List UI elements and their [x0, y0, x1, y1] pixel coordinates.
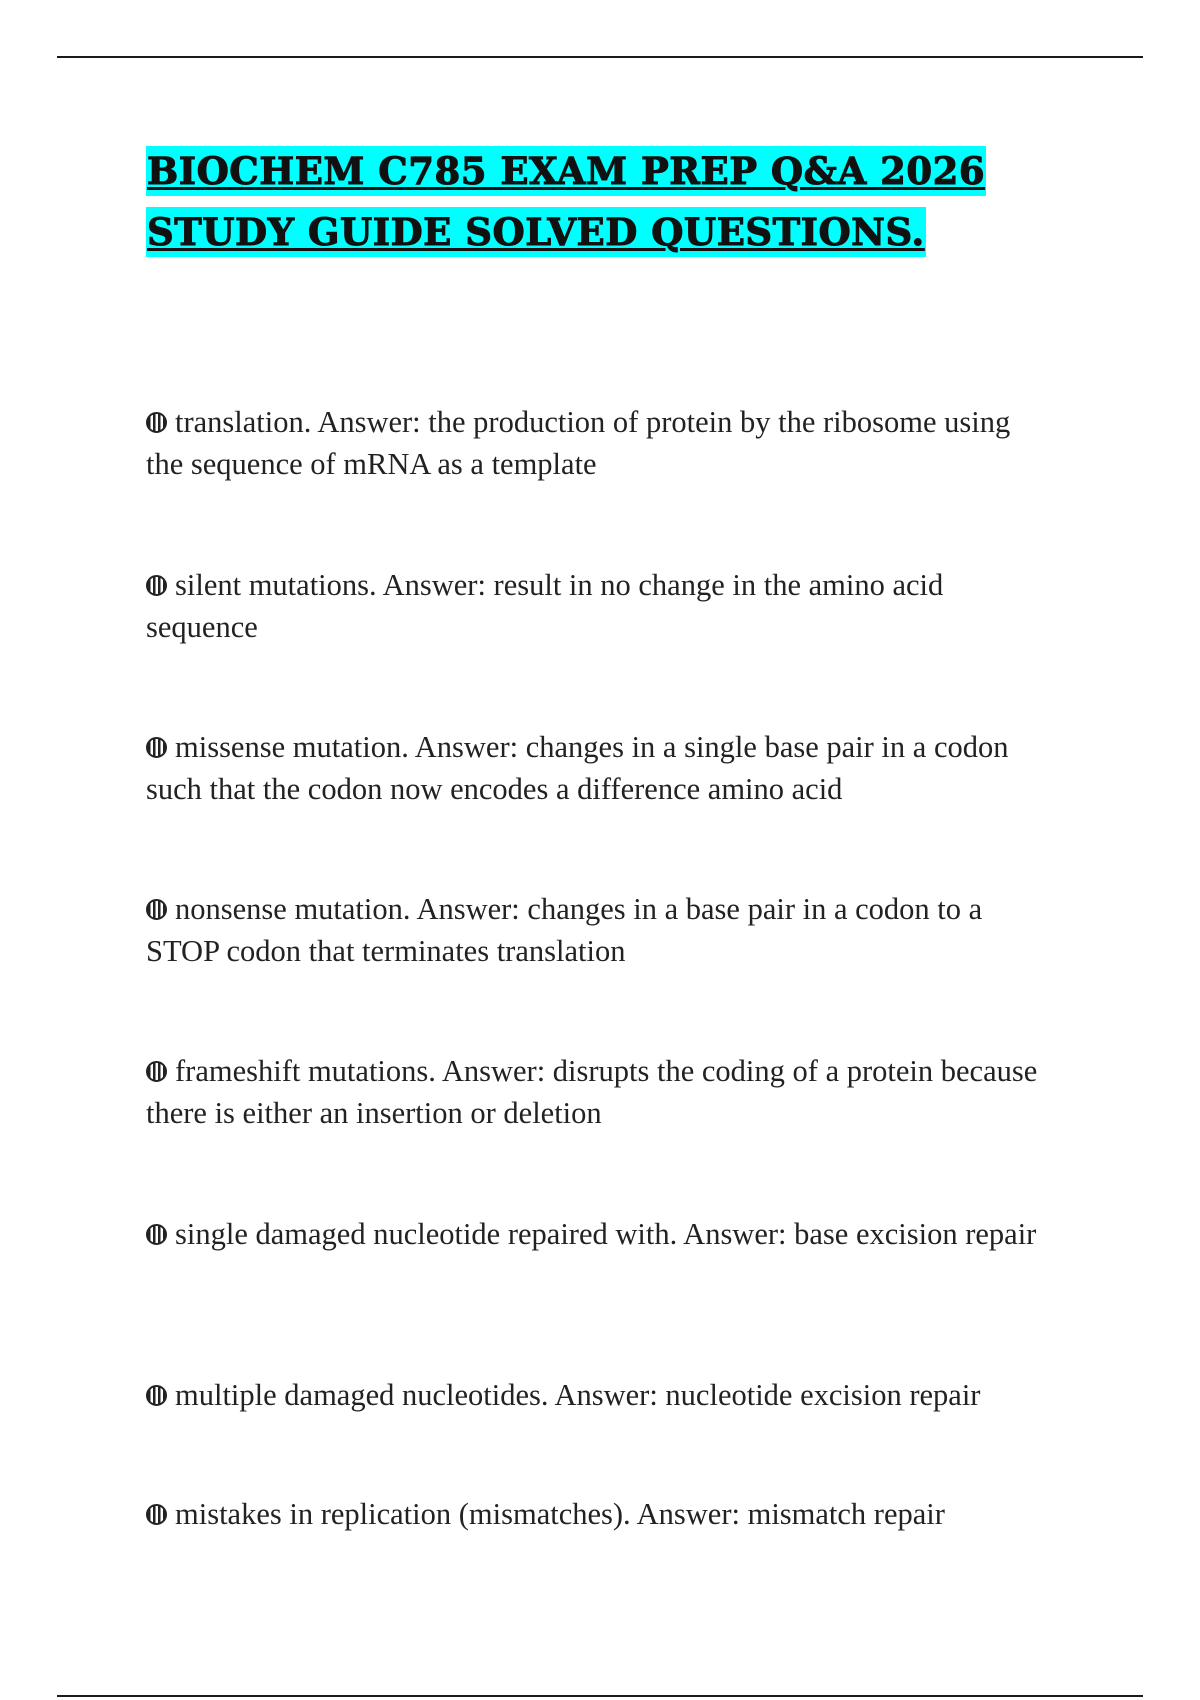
qa-item [146, 1493, 1046, 1535]
circle-bullet-icon [146, 1385, 167, 1406]
qa-item-text: nonsense mutation. Answer: changes in a base pair in a codon to a STOP codon that terminates translation [146, 892, 983, 968]
qa-item [146, 888, 1046, 972]
document-title [146, 146, 1106, 268]
qa-item-text: mistakes in replication (mismatches). Answer: mismatch repair [175, 1497, 945, 1531]
qa-item-text: single damaged nucleotide repaired with. Answer: base excision repair [175, 1217, 1037, 1251]
qa-item [146, 1213, 1046, 1255]
qa-item-text: frameshift mutations. Answer: disrupts the coding of a protein because there is either an insertion or deletion [146, 1054, 1038, 1130]
qa-item [146, 1374, 1046, 1416]
title-line-1: BIOCHEM C785 EXAM PREP Q&A 2026 [146, 146, 986, 196]
circle-bullet-icon [146, 412, 167, 433]
qa-item [146, 564, 1046, 648]
circle-bullet-icon [146, 737, 167, 758]
qa-item-text: multiple damaged nucleotides. Answer: nucleotide excision repair [175, 1378, 981, 1412]
qa-item [146, 1050, 1046, 1134]
qa-item-text: silent mutations. Answer: result in no change in the amino acid sequence [146, 568, 944, 644]
circle-bullet-icon [146, 1061, 167, 1082]
qa-item-text: translation. Answer: the production of protein by the ribosome using the sequence of mRNA as a template [146, 405, 1011, 481]
top-divider [57, 56, 1143, 58]
bottom-divider [57, 1695, 1143, 1697]
qa-item-text: missense mutation. Answer: changes in a single base pair in a codon such that the codon now encodes a difference amino acid [146, 730, 1009, 806]
circle-bullet-icon [146, 1224, 167, 1245]
title-line-2: STUDY GUIDE SOLVED QUESTIONS. [146, 207, 926, 257]
qa-item [146, 401, 1046, 485]
qa-item [146, 726, 1046, 810]
circle-bullet-icon [146, 575, 167, 596]
circle-bullet-icon [146, 1504, 167, 1525]
circle-bullet-icon [146, 899, 167, 920]
